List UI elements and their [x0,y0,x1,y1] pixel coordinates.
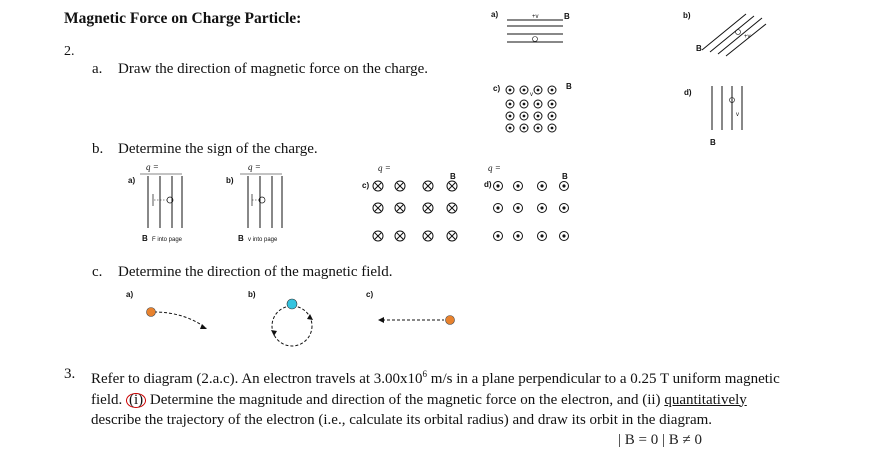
2b-b-letter: b) [226,176,234,185]
dot-field-symbol-icon [534,86,542,94]
2c-c-trajectory [374,310,460,330]
x-field-symbol-icon [423,203,433,213]
q1-b-v-label: +v [744,34,751,40]
dot-field-symbol-icon [514,182,523,191]
x-field-symbol-icon [395,203,405,213]
dot-field-symbol-icon [514,204,523,213]
q1-b-letter: b) [683,11,691,20]
x-field-symbol-icon [447,231,457,241]
dot-field-symbol-icon [538,182,547,191]
2b-b-caption: v into page [248,237,278,243]
dot-field-symbol-icon [506,112,514,120]
2b-b-field-label: B [238,234,244,243]
x-field-symbol-icon [373,203,383,213]
2b-a-charge-label: q = [146,162,159,172]
2b-c-charge-label: q = [378,163,391,173]
question-2a [92,61,428,78]
x-field-symbol-icon [395,181,405,191]
dot-field-symbol-icon [520,86,528,94]
2b-a-letter: a) [128,176,136,185]
q1-c-field-label: B [566,82,572,91]
dot-field-symbol-icon [560,182,569,191]
q1-d-v-label: v [736,112,739,118]
cut-off-text: | B = 0 | B ≠ 0 [618,432,702,448]
dot-field-symbol-icon [520,112,528,120]
dot-field-symbol-icon [506,124,514,132]
2c-a-trajectory [144,304,214,334]
2b-c-x-field-grid [370,180,460,246]
dot-field-symbol-icon [534,124,542,132]
x-field-symbol-icon [373,231,383,241]
dot-field-symbol-icon [494,232,503,241]
question-2b-letter: b. [92,141,104,157]
q1-b-diagram [700,10,770,58]
question-2b-text: Determine the sign of the charge. [118,141,318,157]
2b-a-field-label: B [142,234,148,243]
dot-field-symbol-icon [560,232,569,241]
2b-d-charge-label: q = [488,163,501,173]
question-3-text [91,364,784,431]
positive-charge-icon [147,308,156,317]
dot-field-symbol-icon [560,204,569,213]
q3-exponent: 6 [422,369,428,379]
question-3-number: 3. [64,366,76,382]
dot-field-symbol-icon [538,204,547,213]
question-2c [92,264,392,281]
question-2c-letter: c. [92,264,103,280]
question-2-number: 2. [64,44,75,59]
x-field-symbol-icon [447,203,457,213]
2b-d-field-label: B [562,172,568,181]
2c-b-circular-trajectory [266,292,326,358]
q3-i-label: (i) [126,393,146,408]
dot-field-symbol-icon [548,124,556,132]
2c-a-letter: a) [126,290,134,299]
dot-field-symbol-icon [506,86,514,94]
2b-c-field-label: B [450,172,456,181]
q3-part3: Determine the magnitude and direction of the magnetic force on the electron, and (ii) [146,391,665,408]
dot-field-symbol-icon [548,86,556,94]
question-2c-text: Determine the direction of the magnetic field. [118,264,393,280]
q1-d-letter: d) [684,88,692,97]
q1-b-field-label: B [696,44,702,53]
x-field-symbol-icon [423,231,433,241]
negative-charge-icon [287,299,297,309]
dot-field-symbol-icon [506,100,514,108]
dot-field-symbol-icon [494,204,503,213]
q1-a-field-label: B [564,12,570,21]
question-2b [92,141,318,158]
question-2a-letter: a. [92,61,103,77]
q1-d-diagram [706,86,756,138]
x-field-symbol-icon [373,181,383,191]
q1-d-field-label: B [710,138,716,147]
2b-d-letter: d) [484,180,492,189]
q1-a-letter: a) [491,10,499,19]
q1-c-dot-field-grid [504,86,570,136]
2b-a-caption: F into page [152,237,183,243]
question-3 [64,364,784,431]
dot-field-symbol-icon [494,182,503,191]
q1-c-v-label: v [530,92,533,98]
dot-field-symbol-icon [534,100,542,108]
q1-c-letter: c) [493,84,501,93]
x-field-symbol-icon [395,231,405,241]
dot-field-symbol-icon [548,100,556,108]
page-title: Magnetic Force on Charge Particle: [64,10,302,27]
dot-field-symbol-icon [538,232,547,241]
positive-charge-icon [446,316,455,325]
dot-field-symbol-icon [520,124,528,132]
q3-part4: describe the trajectory of the electron (i.e., calculate its orbital radius) and draw its orbit in the diagram. [91,412,713,428]
x-field-symbol-icon [447,181,457,191]
dot-field-symbol-icon [514,232,523,241]
2c-c-letter: c) [366,290,374,299]
q1-a-v-label: +v [532,14,539,20]
2b-d-dot-field-grid [492,180,572,246]
2c-b-letter: b) [248,290,256,299]
dot-field-symbol-icon [520,100,528,108]
q3-underlined: quantitatively [664,391,747,408]
q3-part1: Refer to diagram (2.a.c). An electron travels at 3.00x10 [91,371,423,387]
2b-a-diagram [140,166,190,238]
question-2a-text: Draw the direction of magnetic force on the charge. [118,61,429,77]
2b-c-letter: c) [362,181,370,190]
dot-field-symbol-icon [548,112,556,120]
2b-b-charge-label: q = [248,162,261,172]
2b-b-diagram [240,166,290,238]
x-field-symbol-icon [423,181,433,191]
dot-field-symbol-icon [534,112,542,120]
q3-part2: m/s in a plane perpendicular to a 0.25 T uniform magnetic field. [91,371,780,408]
